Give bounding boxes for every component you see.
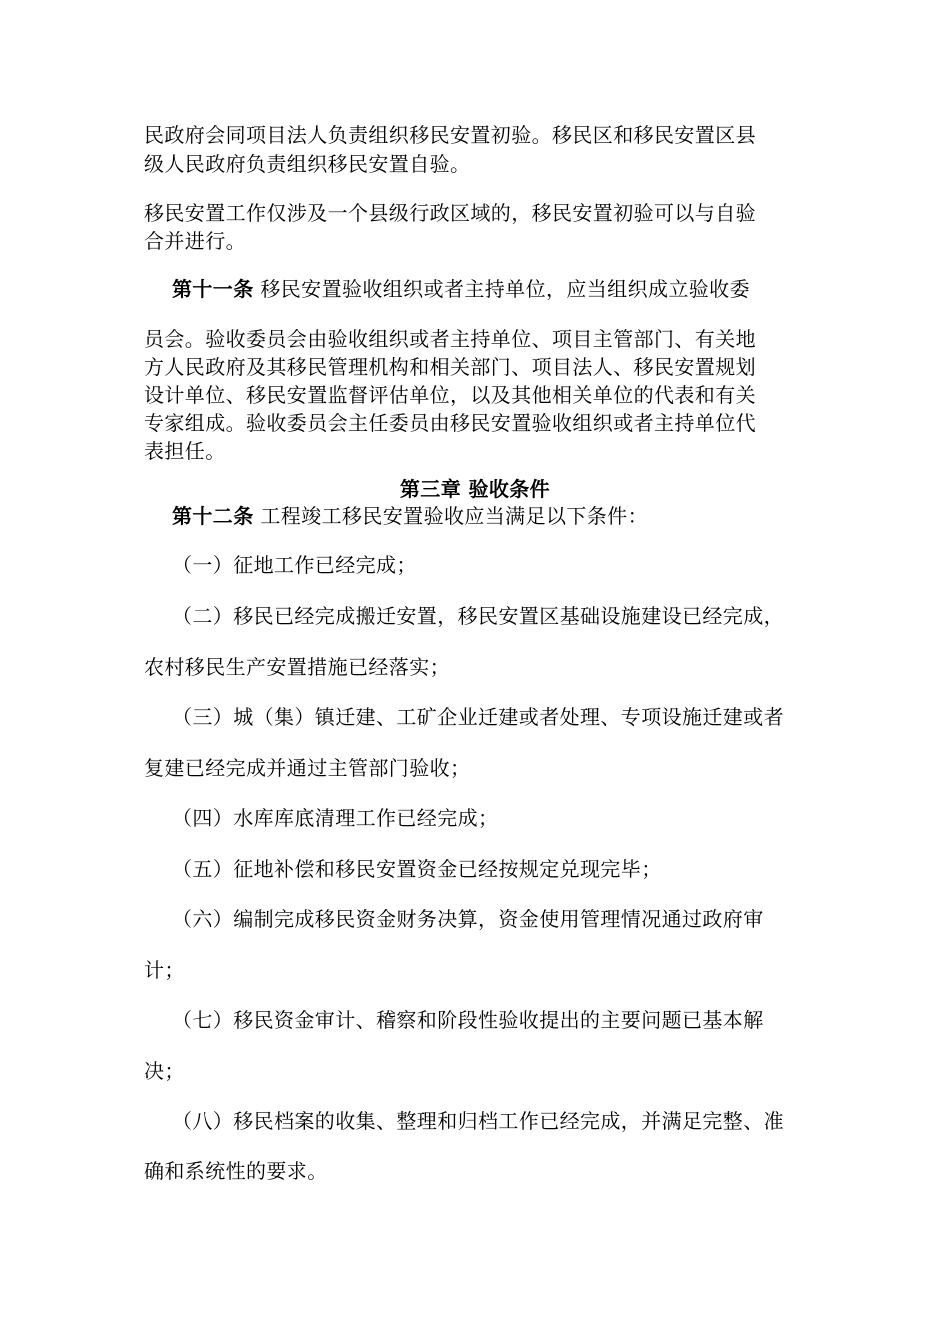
- item3-line2: 复建已经完成并通过主管部门验收；: [144, 756, 471, 780]
- item5: （五）征地补偿和移民安置资金已经按规定兑现完毕；: [172, 857, 662, 881]
- para1-line2: 级人民政府负责组织移民安置自验。: [144, 152, 471, 176]
- article11-cont-line1: 员会。验收委员会由验收组织或者主持单位、项目主管部门、有关地: [144, 327, 756, 351]
- article11-text: 移民安置验收组织或者主持单位，应当组织成立验收委: [253, 277, 750, 301]
- article11-cont-line5: 表担任。: [144, 439, 226, 463]
- chapter3-title: 第三章 验收条件: [399, 477, 551, 501]
- para2-line2: 合并进行。: [144, 229, 246, 253]
- article12-title: 第十二条: [172, 504, 254, 528]
- article11-cont-line3: 设计单位、移民安置监督评估单位，以及其他相关单位的代表和有关: [144, 383, 756, 407]
- article12-line: [172, 503, 809, 529]
- item8-line1: （八）移民档案的收集、整理和归档工作已经完成，并满足完整、准: [172, 1109, 784, 1133]
- item1: （一）征地工作已经完成；: [172, 553, 417, 577]
- item8-line2: 确和系统性的要求。: [144, 1159, 328, 1183]
- article11-title: 第十一条: [172, 277, 254, 301]
- item7-line2: 决；: [144, 1059, 185, 1083]
- item2-line2: 农村移民生产安置措施已经落实；: [144, 655, 450, 679]
- item6-line2: 计；: [144, 958, 185, 982]
- item7-line1: （七）移民资金审计、稽察和阶段性验收提出的主要问题已基本解: [172, 1008, 764, 1032]
- article12-text: 工程竣工移民安置验收应当满足以下条件：: [253, 504, 648, 528]
- item4: （四）水库库底清理工作已经完成；: [172, 806, 499, 830]
- item2-line1: （二）移民已经完成搬迁安置，移民安置区基础设施建设已经完成，: [172, 604, 784, 628]
- item3-line1: （三）城（集）镇迁建、工矿企业迁建或者处理、专项设施迁建或者: [172, 705, 784, 729]
- para2-line1: 移民安置工作仅涉及一个县级行政区域的，移民安置初验可以与自验: [144, 201, 756, 225]
- para1-line1: 民政府会同项目法人负责组织移民安置初验。移民区和移民安置区县: [144, 123, 756, 147]
- item6-line1: （六）编制完成移民资金财务决算，资金使用管理情况通过政府审: [172, 907, 764, 931]
- article11-cont-line2: 方人民政府及其移民管理机构和相关部门、项目法人、移民安置规划: [144, 355, 756, 379]
- article11-cont-line4: 专家组成。验收委员会主任委员由移民安置验收组织或者主持单位代: [144, 411, 756, 435]
- article11-heading-line: [172, 276, 809, 302]
